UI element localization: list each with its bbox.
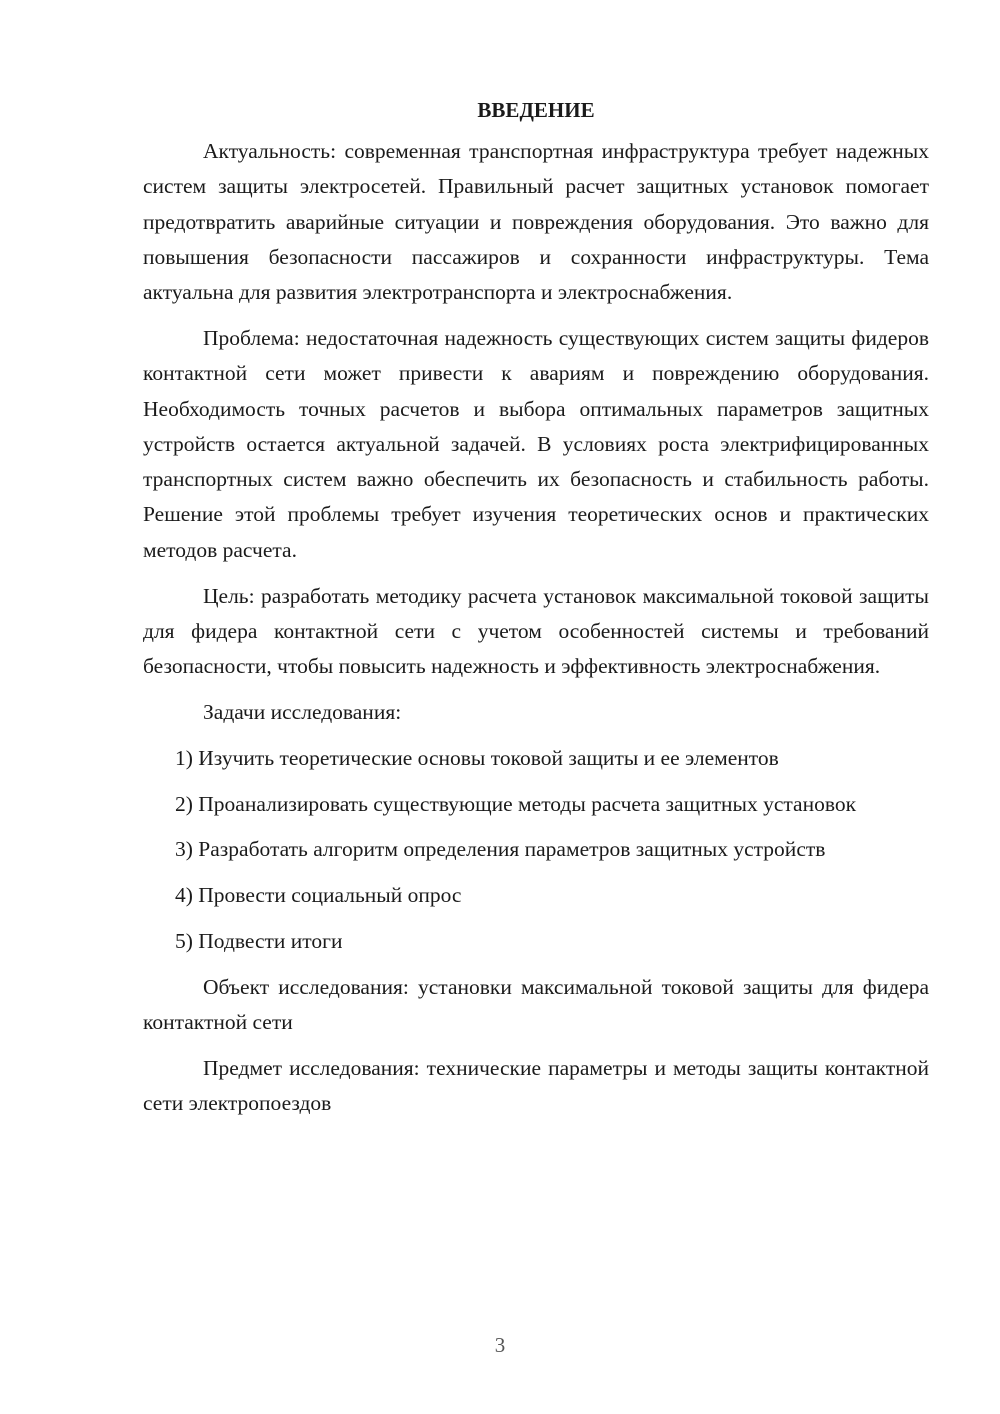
paragraph-goal: Цель: разработать методику расчета установок максимальной токовой защиты для фидера контактной сети с учетом особенностей системы и требований безопасности, чтобы повысить надежность и эффективность электроснабжения.	[143, 583, 929, 679]
document-page	[143, 96, 929, 1132]
task-item-2: 2) Проанализировать существующие методы расчета защитных установок	[175, 791, 857, 816]
task-item-4: 4) Провести социальный опрос	[175, 883, 462, 908]
paragraph-problem: Проблема: недостаточная надежность существующих систем защиты фидеров контактной сети может привести к авариям и повреждению оборудования. Необходимость точных расчетов и выбора оптимальных параметров защитных устройств остается актуальной задачей. В условиях роста электрифицированных транспортных систем важно обеспечить их безопасность и стабильность работы. Решение этой проблемы требует изучения теоретических основ и практических методов расчета.	[143, 325, 929, 562]
page-title: ВВЕДЕНИЕ	[477, 98, 595, 122]
task-item-5: 5) Подвести итоги	[175, 928, 343, 953]
task-item-1: 1) Изучить теоретические основы токовой защиты и ее элементов	[175, 745, 779, 770]
paragraph-object: Объект исследования: установки максимальной токовой защиты для фидера контактной сети	[143, 974, 929, 1035]
page-number: 3	[494, 1333, 506, 1357]
paragraph-tasks-heading: Задачи исследования:	[203, 699, 402, 724]
task-item-3: 3) Разработать алгоритм определения параметров защитных устройств	[175, 837, 826, 862]
paragraph-relevance: Актуальность: современная транспортная инфраструктура требует надежных систем защиты электросетей. Правильный расчет защитных установок помогает предотвратить аварийные ситуации и повреждения оборудования. Это важно для повышения безопасности пассажиров и сохранности инфраструктуры. Тема актуальна для развития электротранспорта и электроснабжения.	[143, 139, 929, 305]
paragraph-subject: Предмет исследования: технические параметры и методы защиты контактной сети электропоездов	[143, 1055, 929, 1116]
